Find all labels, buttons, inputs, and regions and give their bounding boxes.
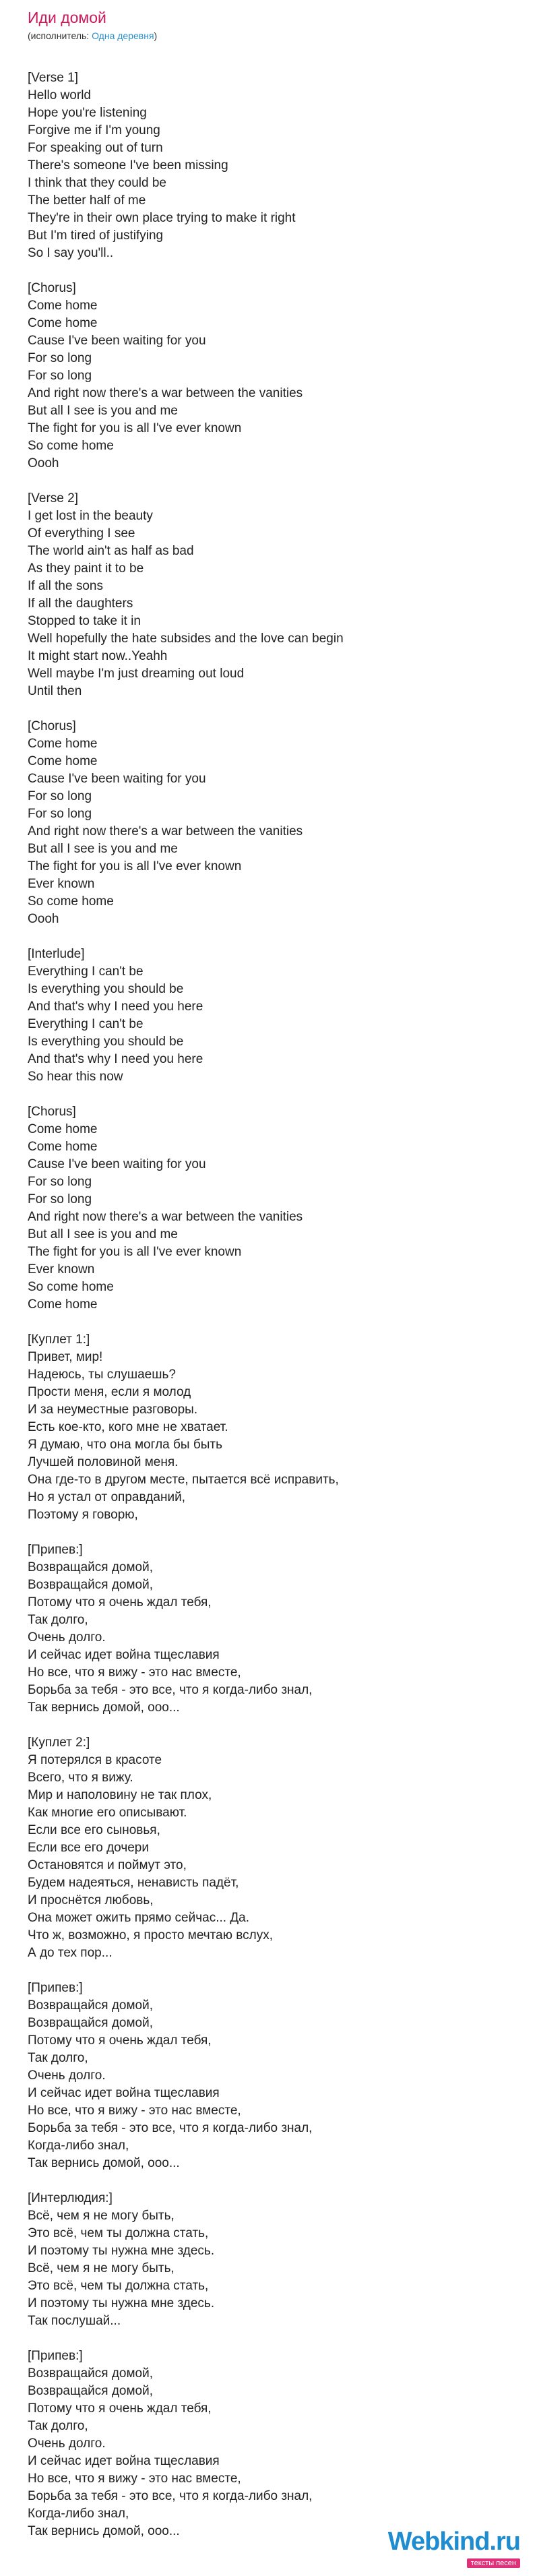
lyric-line: Oooh bbox=[28, 456, 59, 470]
lyric-line: Come home bbox=[28, 1297, 98, 1312]
lyric-line bbox=[28, 700, 513, 718]
lyric-line: Так долго, bbox=[28, 2051, 88, 2065]
lyric-line: И поэтому ты нужна мне здесь. bbox=[28, 2244, 215, 2258]
lyric-line: Is everything you should be bbox=[28, 1035, 184, 1049]
lyric-line: So come home bbox=[28, 894, 114, 909]
lyric-line: Возвращайся домой, bbox=[28, 2384, 154, 2398]
lyric-line: Всего, что я вижу. bbox=[28, 1771, 133, 1785]
lyric-line: Но все, что я вижу - это нас вместе, bbox=[28, 1665, 241, 1680]
lyric-line: They're in their own place trying to make it right bbox=[28, 211, 296, 225]
lyric-line: So I say you'll.. bbox=[28, 246, 114, 260]
lyric-line: And right now there's a war between the vanities bbox=[28, 1210, 303, 1224]
lyric-line: А до тех пор... bbox=[28, 1946, 113, 1960]
lyric-line: Как многие его описывают. bbox=[28, 1806, 187, 1820]
lyric-line: Она может ожить прямо сейчас... Да. bbox=[28, 1911, 250, 1925]
logo-subtitle: тексты песен bbox=[467, 2558, 520, 2568]
lyric-line: For so long bbox=[28, 351, 92, 365]
performer-suffix: ) bbox=[154, 30, 158, 41]
lyric-line: Возвращайся домой, bbox=[28, 1578, 154, 1592]
lyric-line: Надеюсь, ты слушаешь? bbox=[28, 1368, 176, 1382]
lyric-line: Everything I can't be bbox=[28, 1017, 144, 1031]
lyric-line: Возвращайся домой, bbox=[28, 2366, 154, 2381]
lyric-line: Я думаю, что она могла бы быть bbox=[28, 1438, 222, 1452]
lyric-line: The better half of me bbox=[28, 193, 146, 208]
lyric-line: Потому что я очень ждал тебя, bbox=[28, 1595, 212, 1609]
lyric-line: [Интерлюдия:] bbox=[28, 2191, 113, 2205]
lyric-line: Мир и наполовину не так плох, bbox=[28, 1788, 212, 1802]
lyric-line: Is everything you should be bbox=[28, 982, 184, 996]
lyric-line: Come home bbox=[28, 737, 98, 751]
lyric-line: Come home bbox=[28, 754, 98, 768]
lyric-line: And that's why I need you here bbox=[28, 1000, 203, 1014]
lyric-line: [Verse 2] bbox=[28, 491, 78, 505]
lyric-line: Так послушай... bbox=[28, 2314, 121, 2328]
lyric-line: [Припев:] bbox=[28, 1543, 83, 1557]
lyric-line: Everything I can't be bbox=[28, 964, 144, 979]
lyric-line: It might start now..Yeahh bbox=[28, 649, 168, 663]
lyric-line: If all the daughters bbox=[28, 596, 133, 611]
lyric-line: Так долго, bbox=[28, 1613, 88, 1627]
lyric-line: The world ain't as half as bad bbox=[28, 544, 194, 558]
performer-link[interactable]: Одна деревня bbox=[92, 30, 154, 41]
lyric-line: Возвращайся домой, bbox=[28, 1560, 154, 1574]
footer bbox=[0, 2514, 539, 2576]
lyric-line: Hope you're listening bbox=[28, 106, 147, 120]
lyric-line: Come home bbox=[28, 1122, 98, 1136]
lyric-line: Это всё, чем ты должна стать, bbox=[28, 2226, 209, 2240]
lyric-line: So hear this now bbox=[28, 1070, 123, 1084]
lyric-line: Всё, чем я не могу быть, bbox=[28, 2261, 175, 2275]
lyric-line: The fight for you is all I've ever known bbox=[28, 421, 242, 435]
lyric-line: But I'm tired of justifying bbox=[28, 228, 164, 243]
lyric-line: Hello world bbox=[28, 88, 91, 102]
lyric-line: Cause I've been waiting for you bbox=[28, 1157, 206, 1171]
lyric-line: Cause I've been waiting for you bbox=[28, 334, 206, 348]
lyric-line: [Interlude] bbox=[28, 947, 85, 961]
lyric-line: Forgive me if I'm young bbox=[28, 123, 160, 137]
lyric-line: Well maybe I'm just dreaming out loud bbox=[28, 667, 245, 681]
lyric-line: Очень долго. bbox=[28, 1630, 106, 1645]
lyric-line: Я потерялся в красоте bbox=[28, 1753, 162, 1767]
logo-main-text: Webkind bbox=[387, 2527, 490, 2556]
lyric-line: Когда-либо знал, bbox=[28, 2507, 129, 2521]
lyric-line: Очень долго. bbox=[28, 2068, 106, 2083]
lyric-line: [Chorus] bbox=[28, 1105, 76, 1119]
lyric-line: [Verse 1] bbox=[28, 71, 78, 85]
lyric-line: Прости меня, если я молод bbox=[28, 1385, 191, 1399]
lyric-line: Если все его сыновья, bbox=[28, 1823, 160, 1837]
song-title: Иди домой bbox=[28, 9, 106, 26]
lyric-line: И сейчас идет война тщеславия bbox=[28, 2454, 220, 2468]
lyric-line: Stopped to take it in bbox=[28, 614, 141, 628]
lyric-line: Остановятся и поймут это, bbox=[28, 1858, 187, 1872]
lyric-line bbox=[28, 1524, 513, 1541]
lyric-line bbox=[28, 1314, 513, 1331]
lyric-line: Come home bbox=[28, 316, 98, 330]
lyric-line bbox=[28, 472, 513, 490]
lyric-line: And that's why I need you here bbox=[28, 1052, 203, 1066]
lyric-line bbox=[28, 1086, 513, 1103]
lyric-line: Борьба за тебя - это все, что я когда-либо знал, bbox=[28, 1683, 313, 1697]
lyric-line: Привет, мир! bbox=[28, 1350, 103, 1364]
lyric-line: И за неуместные разговоры. bbox=[28, 1403, 198, 1417]
lyric-line bbox=[28, 1717, 513, 1734]
lyric-line bbox=[28, 2330, 513, 2348]
lyric-line: Возвращайся домой, bbox=[28, 2016, 154, 2030]
lyric-line: Возвращайся домой, bbox=[28, 1998, 154, 2013]
lyric-line: For speaking out of turn bbox=[28, 141, 163, 155]
lyric-line: И сейчас идет война тщеславия bbox=[28, 1648, 220, 1662]
lyric-line: Но все, что я вижу - это нас вместе, bbox=[28, 2104, 241, 2118]
lyric-line: For so long bbox=[28, 807, 92, 821]
lyric-line: Well hopefully the hate subsides and the love can begin bbox=[28, 632, 344, 646]
lyric-line: Но я устал от оправданий, bbox=[28, 1490, 185, 1504]
lyric-line: For so long bbox=[28, 1192, 92, 1206]
lyric-line: Так вернись домой, ооо... bbox=[28, 1700, 180, 1715]
lyric-line bbox=[28, 2172, 513, 2190]
lyric-line: [Припев:] bbox=[28, 2349, 83, 2363]
lyric-line: Так вернись домой, ооо... bbox=[28, 2524, 180, 2538]
lyric-line: И поэтому ты нужна мне здесь. bbox=[28, 2296, 215, 2310]
lyric-line: There's someone I've been missing bbox=[28, 158, 228, 173]
lyric-line: So come home bbox=[28, 439, 114, 453]
lyric-line: Так вернись домой, ооо... bbox=[28, 2156, 180, 2170]
lyric-line: Потому что я очень ждал тебя, bbox=[28, 2401, 212, 2416]
lyric-line: Так долго, bbox=[28, 2419, 88, 2433]
lyric-line: Но все, что я вижу - это нас вместе, bbox=[28, 2472, 241, 2486]
lyric-line: [Куплет 1:] bbox=[28, 1332, 90, 1347]
lyric-line: So come home bbox=[28, 1280, 114, 1294]
lyric-line: Ever known bbox=[28, 1262, 95, 1277]
lyric-line: Oooh bbox=[28, 912, 59, 926]
lyric-line: [Chorus] bbox=[28, 281, 76, 295]
logo-tld-text: .ru bbox=[489, 2527, 520, 2556]
lyric-line: Это всё, чем ты должна стать, bbox=[28, 2279, 209, 2293]
lyric-line: Потому что я очень ждал тебя, bbox=[28, 2033, 212, 2048]
site-logo[interactable] bbox=[388, 2527, 520, 2569]
lyric-line: Если все его дочери bbox=[28, 1841, 149, 1855]
lyric-line: For so long bbox=[28, 1175, 92, 1189]
lyric-line: Будем надеяться, ненависть падёт, bbox=[28, 1876, 239, 1890]
lyric-line: [Припев:] bbox=[28, 1981, 83, 1995]
lyric-line: And right now there's a war between the vanities bbox=[28, 386, 303, 400]
lyric-line: I think that they could be bbox=[28, 176, 166, 190]
lyric-line: Когда-либо знал, bbox=[28, 2139, 129, 2153]
lyric-line: И сейчас идет война тщеславия bbox=[28, 2086, 220, 2100]
lyric-line bbox=[28, 928, 513, 946]
lyric-line: Of everything I see bbox=[28, 526, 135, 541]
lyric-line: For so long bbox=[28, 369, 92, 383]
lyric-line: Come home bbox=[28, 1140, 98, 1154]
lyric-line: The fight for you is all I've ever known bbox=[28, 1245, 242, 1259]
lyrics-body bbox=[28, 69, 513, 2540]
lyric-line: Всё, чем я не могу быть, bbox=[28, 2209, 175, 2223]
lyric-line: Come home bbox=[28, 299, 98, 313]
lyric-line: Она где-то в другом месте, пытается всё исправить, bbox=[28, 1473, 339, 1487]
lyric-line: As they paint it to be bbox=[28, 561, 144, 576]
lyric-line: Что ж, возможно, я просто мечтаю вслух, bbox=[28, 1928, 274, 1942]
lyric-line: Есть кое-кто, кого мне не хватает. bbox=[28, 1420, 228, 1434]
lyric-line: Очень долго. bbox=[28, 2436, 106, 2451]
lyric-line: I get lost in the beauty bbox=[28, 509, 153, 523]
lyric-line: Поэтому я говорю, bbox=[28, 1508, 138, 1522]
performer-row bbox=[28, 29, 513, 42]
lyric-line: Борьба за тебя - это все, что я когда-либо знал, bbox=[28, 2121, 313, 2135]
lyric-line: If all the sons bbox=[28, 579, 103, 593]
lyric-line: But all I see is you and me bbox=[28, 404, 178, 418]
lyric-line: И проснётся любовь, bbox=[28, 1893, 154, 1907]
lyric-line bbox=[28, 1962, 513, 1980]
lyric-line: And right now there's a war between the vanities bbox=[28, 824, 303, 838]
lyric-line: Cause I've been waiting for you bbox=[28, 772, 206, 786]
lyric-line: Until then bbox=[28, 684, 82, 698]
lyric-line: Борьба за тебя - это все, что я когда-либо знал, bbox=[28, 2489, 313, 2503]
song-header bbox=[28, 8, 513, 42]
lyric-line bbox=[28, 262, 513, 280]
lyric-line: For so long bbox=[28, 789, 92, 803]
logo-wordmark bbox=[388, 2527, 520, 2556]
lyric-line: Ever known bbox=[28, 877, 95, 891]
lyric-line: [Куплет 2:] bbox=[28, 1736, 90, 1750]
lyric-line: But all I see is you and me bbox=[28, 1227, 178, 1241]
lyric-line: Лучшей половиной меня. bbox=[28, 1455, 179, 1469]
lyric-line: [Chorus] bbox=[28, 719, 76, 733]
lyric-line: But all I see is you and me bbox=[28, 842, 178, 856]
lyric-line: The fight for you is all I've ever known bbox=[28, 859, 242, 873]
performer-prefix: (исполнитель: bbox=[28, 30, 92, 41]
